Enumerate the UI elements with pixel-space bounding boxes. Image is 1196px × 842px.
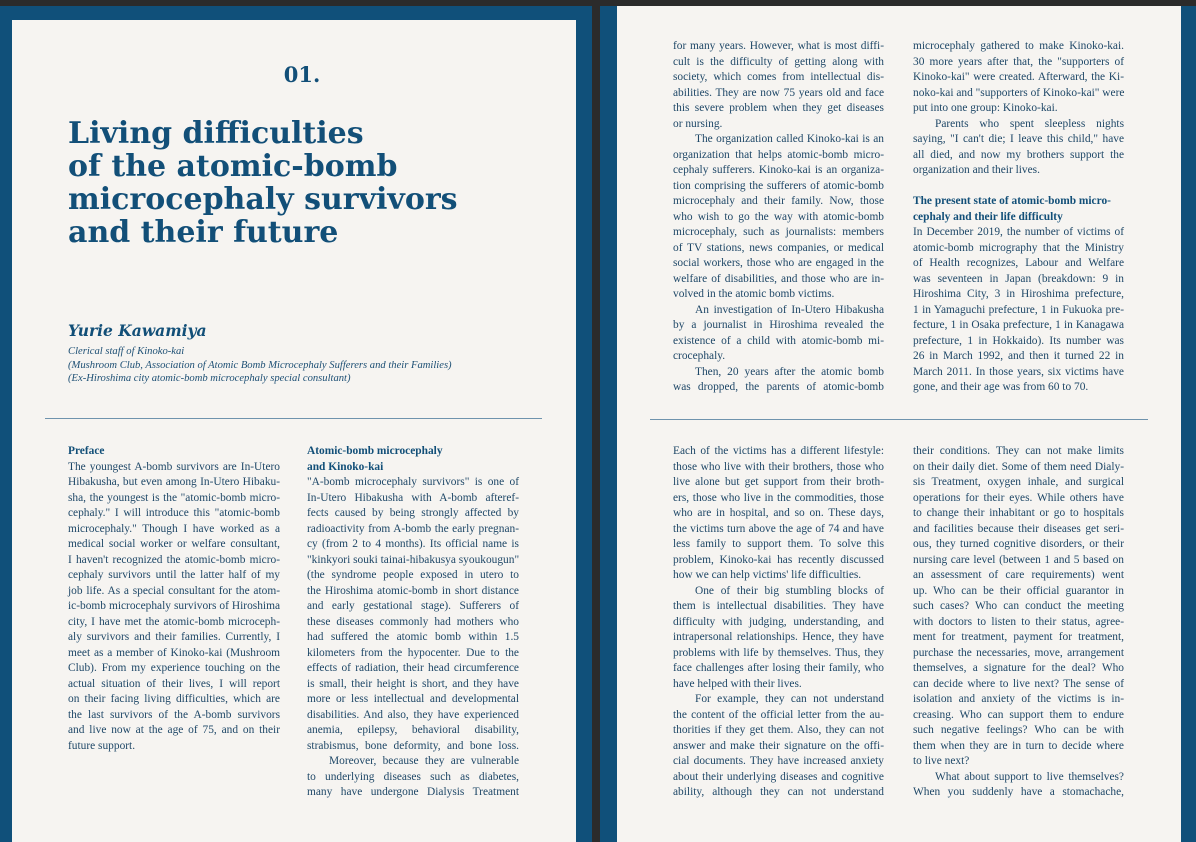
column-bottom-left bbox=[673, 444, 884, 801]
text-line: existence of a child with atomic-bomb mi- bbox=[673, 334, 884, 347]
column-top-right bbox=[913, 39, 1124, 396]
section-divider bbox=[45, 418, 542, 419]
text-line: strabismus, bone deformity, and bone loss. bbox=[307, 739, 519, 752]
text-line: all died, and now my brothers support the bbox=[913, 148, 1124, 161]
text-line: and facilities because their diseases get seri- bbox=[913, 522, 1124, 535]
text-line: microcephaly gathered to make Kinoko-kai. bbox=[913, 40, 1124, 52]
text-line: can decide where to live next? The sense of bbox=[913, 677, 1124, 690]
text-line: 30 more years after that, the "supporters of bbox=[913, 55, 1124, 68]
column-microcephaly bbox=[307, 444, 519, 801]
text-line: more or less intellectual and developmental bbox=[307, 693, 519, 705]
text-line: of TV stations, news companies, or medical bbox=[673, 241, 884, 254]
text-line: actual situation of their lives, I will report bbox=[68, 677, 280, 690]
text-line: how we can help victims' life difficulties. bbox=[673, 569, 862, 581]
text-line: welfare of disabilities, and those who are in- bbox=[673, 272, 884, 285]
text-line: these diseases commonly had mothers who bbox=[307, 615, 519, 628]
text-line: Moreover, because they are vulnerable bbox=[329, 755, 519, 767]
text-line: of Health recognizes, Labour and Welfare bbox=[913, 257, 1124, 269]
text-line: society, which comes from intellectual dis- bbox=[673, 71, 884, 83]
text-line: job life. As a special consultant for the atom- bbox=[68, 584, 280, 597]
text-line: on their daily diet. Some of them need Dialy- bbox=[913, 460, 1124, 473]
text-line: effects of radiation, their head circumference bbox=[307, 662, 519, 674]
text-line: abilities. They are now 75 years old and face bbox=[673, 86, 884, 99]
text-line: Parents who spent sleepless nights bbox=[935, 117, 1124, 130]
text-line: disabilities. And also, they have experienced bbox=[307, 708, 519, 721]
text-line: face challenges after losing their family, who bbox=[673, 662, 884, 674]
text-line: problem, Kinoko-kai has recently discussed bbox=[673, 553, 884, 566]
text-line: have helped with their lives. bbox=[673, 677, 802, 690]
column-top-left bbox=[673, 39, 884, 396]
text-line: ability, although they can not understand bbox=[673, 786, 884, 798]
text-line: and early gestational stage). Sufferers of bbox=[307, 600, 519, 612]
text-line: prefecture, 1 in Hokkaido). Its number was bbox=[913, 334, 1124, 347]
text-line: "A-bomb microcephaly survivors" is one of bbox=[307, 476, 519, 488]
text-line: cy (from 2 to 4 months). Its official name is bbox=[307, 538, 519, 550]
text-line: who are in hospital, and so on. These days, bbox=[673, 507, 884, 519]
text-line: sis Treatment, oxygen inhale, and surgical bbox=[913, 476, 1124, 488]
text-line: difficulty with judging, understanding, and bbox=[673, 615, 884, 628]
author-name: Yurie Kawamiya bbox=[68, 321, 207, 340]
title-line: microcephaly survivors bbox=[68, 182, 458, 217]
text-line: cial documents. They have increased anxiety bbox=[673, 755, 884, 767]
text-line: In December 2019, the number of victims of bbox=[913, 226, 1124, 238]
text-line: problems with life by themselves. Thus, they bbox=[673, 646, 884, 659]
text-line: purchase the necessaries, move, arrangement bbox=[913, 646, 1124, 659]
text-line: Each of the victims has a different lifestyle: bbox=[673, 445, 884, 457]
text-line: Then, 20 years after the atomic bomb bbox=[695, 365, 884, 378]
text-line: gone, and their age was from 60 to 70. bbox=[913, 381, 1089, 393]
text-line bbox=[913, 179, 1124, 195]
text-line: about their underlying diseases and cognitive bbox=[673, 770, 884, 783]
right-page bbox=[617, 6, 1181, 842]
text-line: up. Who can be their official guarantor in bbox=[913, 584, 1124, 597]
text-line: radioactivity from A-bomb the early pregnan- bbox=[307, 522, 519, 535]
section-divider bbox=[650, 419, 1148, 420]
text-line: organization and their lives. bbox=[913, 164, 1040, 176]
text-line: microcephaly and their family. Now, those bbox=[673, 195, 884, 207]
text-line: atomic-bomb micrography that the Ministry bbox=[913, 241, 1124, 254]
section-heading: The present state of atomic-bomb micro- bbox=[913, 195, 1111, 207]
text-line: future support. bbox=[68, 739, 136, 752]
text-line: creasing. Who can support them to endure bbox=[913, 708, 1124, 721]
text-line: aly survivors and their families. Currently, I bbox=[68, 631, 280, 643]
text-line: crocephaly. bbox=[673, 350, 726, 362]
text-line: is small, their height is short, and they have bbox=[307, 677, 519, 690]
text-line: isolation and anxiety of the victims is in- bbox=[913, 693, 1124, 705]
text-line: social workers, those who are engaged in the bbox=[673, 257, 884, 269]
text-line: fects caused by being strongly affected by bbox=[307, 507, 519, 519]
left-page bbox=[12, 20, 576, 842]
text-line: intrapersonal relationships. Hence, they have bbox=[673, 631, 884, 643]
text-line: kilometers from the hypocenter. Due to the bbox=[307, 646, 519, 659]
text-line: for many years. However, what is most diffi- bbox=[673, 40, 884, 52]
text-line: meet as a member of Kinoko-kai (Mushroom bbox=[68, 646, 280, 659]
text-line: cult is the difficulty of getting along with bbox=[673, 55, 884, 68]
section-heading: Preface bbox=[68, 445, 105, 457]
text-line: or nursing. bbox=[673, 117, 723, 130]
section-heading: cephaly and their life difficulty bbox=[913, 210, 1063, 223]
text-line: the Hiroshima atomic-bomb in short distance bbox=[307, 584, 519, 597]
affiliation-line: (Mushroom Club, Association of Atomic Bomb Microcephaly Sufferers and their Families) bbox=[68, 359, 452, 371]
text-line: the content of the official letter from the au- bbox=[673, 708, 884, 721]
text-line: 1 in Yamaguchi prefecture, 1 in Fukuoka pre- bbox=[913, 303, 1124, 316]
text-line: saying, "I can't die; I leave this child," have bbox=[913, 133, 1124, 145]
text-line: ment for treatment, payment for treatment, bbox=[913, 631, 1124, 643]
text-line: cephaly sufferers. Kinoko-kai is an organiza- bbox=[673, 164, 884, 176]
text-line: live alone but get support from their broth- bbox=[673, 476, 884, 488]
title-line: Living difficulties bbox=[68, 116, 364, 151]
text-line: organization that helps atomic-bomb micro- bbox=[673, 148, 884, 161]
text-line: many have undergone Dialysis Treatment bbox=[307, 786, 519, 798]
text-line: When you suddenly have a stomachache, bbox=[913, 786, 1124, 798]
text-line: them is intellectual disabilities. They have bbox=[673, 600, 884, 612]
text-line: fecture, 1 in Osaka prefecture, 1 in Kanagawa bbox=[913, 319, 1124, 331]
text-line: noko-kai and "supporters of Kinoko-kai" were bbox=[913, 86, 1125, 99]
text-line: themselves, a signature for the deal? Who bbox=[913, 662, 1124, 674]
article-title bbox=[68, 117, 488, 249]
affiliation-line: Clerical staff of Kinoko-kai bbox=[68, 346, 185, 357]
text-line: with doctors to listen to their status, agree- bbox=[913, 615, 1124, 628]
text-line: such negative feelings? Who can be with bbox=[913, 724, 1124, 736]
text-line: and live now at the age of 75, and on their bbox=[68, 724, 280, 736]
text-line: One of their big stumbling blocks of bbox=[695, 584, 884, 597]
text-line: The youngest A-bomb survivors are In-Utero bbox=[68, 460, 280, 473]
text-line: For example, they can not understand bbox=[695, 693, 884, 705]
text-line: Hibakusha, but even among In-Utero Hibaku- bbox=[68, 476, 280, 488]
text-line: those who live with their brothers, those who bbox=[673, 460, 884, 473]
text-line: city, I have met the atomic-bomb microceph- bbox=[68, 615, 280, 628]
text-line: March 2011. In those years, six victims have bbox=[913, 365, 1124, 378]
text-line: ous, they turned cognitive disorders, or their bbox=[913, 538, 1124, 550]
text-line: Kinoko-kai" were created. Afterward, the Ki- bbox=[913, 71, 1124, 83]
text-line: their conditions. They can not make limits bbox=[913, 445, 1124, 457]
text-line: What about support to live themselves? bbox=[935, 770, 1124, 783]
text-line: had suffered the atomic bomb within 1.5 bbox=[307, 631, 519, 643]
text-line: The organization called Kinoko-kai is an bbox=[695, 133, 884, 145]
text-line: such cases? Who can conduct the meeting bbox=[913, 600, 1124, 612]
text-line: this severe problem when they get diseases bbox=[673, 102, 884, 114]
text-line: nursing care level (between 1 and 5 based on bbox=[913, 553, 1124, 566]
text-line: ic-bomb microcephaly survivors of Hiroshima bbox=[68, 600, 280, 612]
chapter-number: 01. bbox=[283, 62, 321, 87]
text-line: anemia, epilepsy, behavioral disability, bbox=[307, 724, 519, 736]
text-line: who wish to go the way with atomic-bomb bbox=[673, 210, 884, 223]
text-line: to change their inhabitant or go to hospitals bbox=[913, 507, 1124, 519]
text-line: sha, the youngest is the "atomic-bomb micro- bbox=[68, 491, 280, 504]
text-line: put into one group: Kinoko-kai. bbox=[913, 102, 1058, 114]
text-line: was seventeen in Japan (breakdown: 9 in bbox=[913, 272, 1124, 285]
text-line: microcephaly." Though I have worked as a bbox=[68, 522, 280, 535]
title-line: of the atomic-bomb bbox=[68, 149, 398, 184]
text-line: to underlying diseases such as diabetes, bbox=[307, 770, 519, 783]
text-line: operations for their eyes. While others have bbox=[913, 491, 1124, 504]
text-line: 26 in March 1992, and then it turned 22 in bbox=[913, 350, 1124, 362]
text-line: Hiroshima City, 3 in Hiroshima prefecture, bbox=[913, 288, 1124, 300]
affiliation-line: (Ex-Hiroshima city atomic-bomb microcephaly special consultant) bbox=[68, 373, 351, 384]
text-line: microcephaly, such as journalists: members bbox=[673, 226, 884, 238]
text-line: An investigation of In-Utero Hibakusha bbox=[695, 303, 884, 316]
text-line: I haven't recognized the atomic-bomb micro- bbox=[68, 553, 280, 566]
text-line: on their facing living difficulties, which are bbox=[68, 693, 280, 705]
text-line: an assessment of care requirements) went bbox=[913, 569, 1124, 581]
section-heading: and Kinoko-kai bbox=[307, 460, 384, 473]
text-line: cephaly." I will introduce this "atomic-bomb bbox=[68, 507, 280, 519]
text-line: "kinkyori souki tainai-hibakusya syoukougun" bbox=[307, 553, 520, 566]
text-line: thorities if they get them. Also, they can not bbox=[673, 724, 884, 736]
title-line: and their future bbox=[68, 215, 339, 250]
column-bottom-right bbox=[913, 444, 1124, 801]
author-affiliation bbox=[68, 345, 452, 386]
text-line: volved in the atomic bomb victims. bbox=[673, 288, 835, 300]
text-line: to live next? bbox=[913, 755, 970, 767]
column-preface bbox=[68, 444, 280, 754]
text-line: ers, those who live in the commodities, those bbox=[673, 491, 884, 504]
text-line: answer and make their signature on the offi- bbox=[673, 739, 884, 752]
text-line: Club). From my experience touching on the bbox=[68, 662, 280, 674]
text-line: by a journalist in Hiroshima revealed the bbox=[673, 319, 884, 331]
text-line: tion comprising the sufferers of atomic-bomb bbox=[673, 179, 884, 192]
text-line: the last survivors of the A-bomb survivors bbox=[68, 708, 280, 721]
text-line: less family to support them. To solve this bbox=[673, 538, 884, 550]
text-line: was dropped, the parents of atomic-bomb bbox=[673, 381, 884, 393]
text-line: cephaly survivors until the latter half of my bbox=[68, 569, 280, 581]
text-line: medical social worker or welfare consultant, bbox=[68, 538, 280, 550]
text-line: them when they are in turn to decide where bbox=[913, 739, 1124, 752]
text-line: (the syndrome people exposed in utero to bbox=[307, 569, 519, 581]
text-line: the victims turn above the age of 74 and have bbox=[673, 522, 884, 535]
section-heading: Atomic-bomb microcephaly bbox=[307, 445, 443, 457]
text-line: In-Utero Hibakusha with A-bomb afteref- bbox=[307, 491, 519, 504]
